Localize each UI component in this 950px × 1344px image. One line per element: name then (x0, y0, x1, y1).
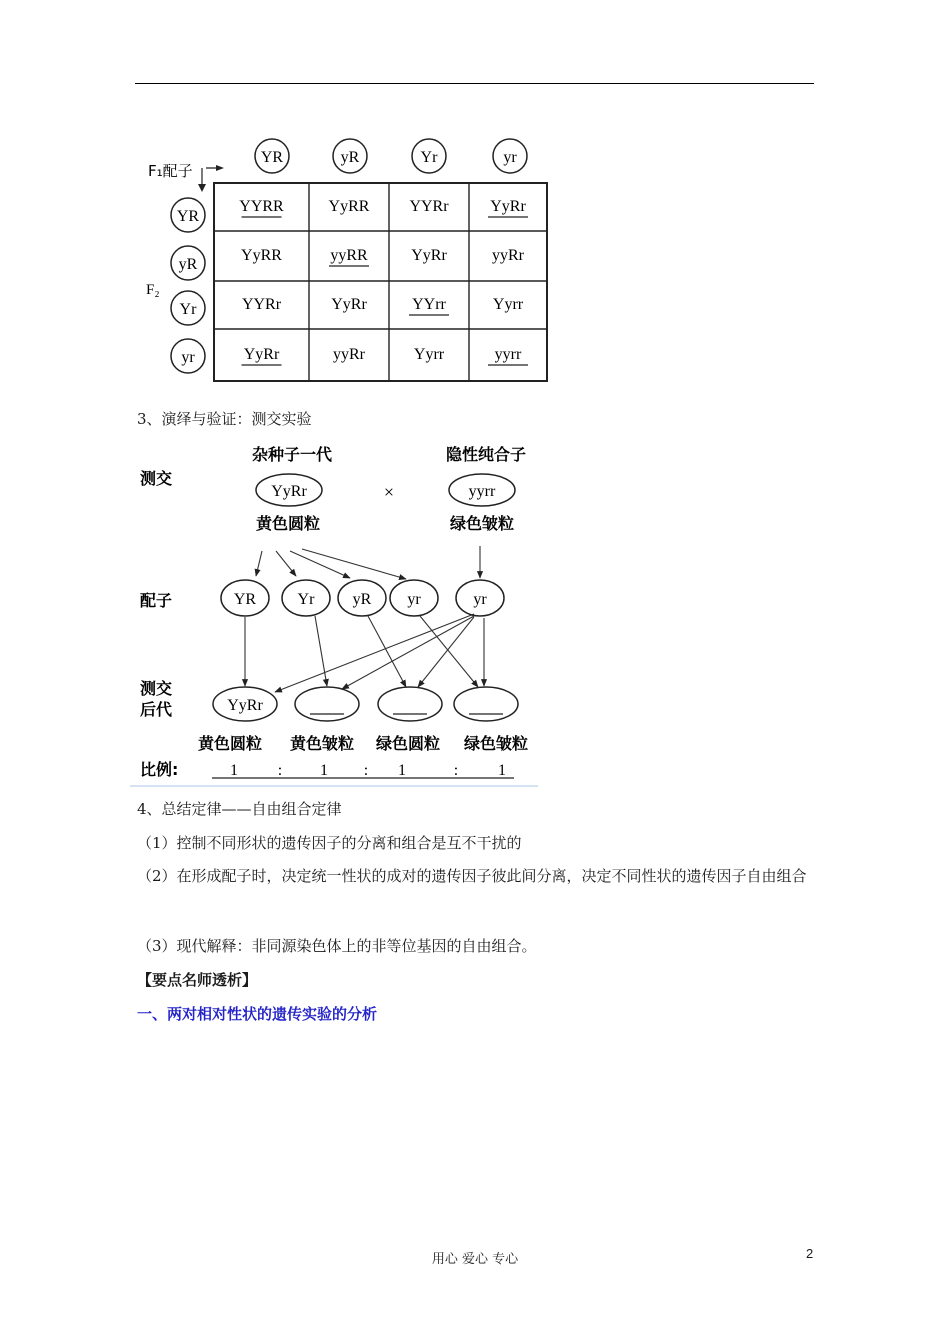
genotype-cell: YyRr (331, 296, 367, 313)
arrow (290, 551, 350, 578)
test-cross-figure (130, 436, 550, 792)
arrow (420, 616, 478, 687)
column-gametes (255, 139, 527, 173)
label-gametes: 配子 (140, 591, 173, 610)
genotype-cell: YYRr (241, 296, 282, 313)
label-ratio: 比例: (140, 760, 179, 779)
offspring-phenotype: 绿色圆粒 (375, 734, 441, 753)
ratio-value: : (453, 762, 459, 779)
arrow (342, 616, 474, 689)
test-cross-arrows (245, 546, 484, 692)
arrow (368, 616, 406, 687)
analysis-subheading: 一、两对相对性状的遗传实验的分析 (137, 1005, 378, 1023)
genotype-cell: YyRR (328, 198, 370, 215)
label-offspring-line2: 后代 (140, 700, 173, 719)
offspring-oval (454, 687, 518, 721)
section-3-heading: 3、演绎与验证：测交实验 (137, 410, 312, 428)
section-4-heading: 4、总结定律——自由组合定律 (137, 800, 342, 818)
genotype-cell: YyRr (243, 346, 280, 363)
f1-arrowhead (198, 184, 206, 192)
parent2-phenotype: 绿色皱粒 (450, 514, 515, 533)
genotype-cell: YYrr (412, 296, 446, 313)
offspring-phenotype: 黄色圆粒 (197, 734, 263, 753)
genotype-cell: Yyrr (492, 296, 524, 313)
recessive-gamete-label: yr (473, 591, 487, 608)
ratio-value: : (363, 762, 369, 779)
gamete-label: yr (407, 591, 421, 608)
row-gamete-label: YR (176, 208, 200, 225)
gamete-label: yR (352, 591, 372, 608)
offspring-oval (378, 687, 442, 721)
label-test-cross: 测交 (140, 469, 173, 488)
ratio-value: 1 (398, 762, 406, 779)
key-points-heading: 【要点名师透析】 (137, 971, 258, 989)
arrow (418, 617, 474, 687)
section-4-point-2: （2）在形成配子时，决定统一性状的成对的遗传因子彼此间分离，决定不同性状的遗传因子自由组合 (137, 867, 807, 885)
test-cross-offspring (213, 687, 518, 721)
row-gamete-label: yr (181, 349, 195, 366)
offspring-oval (295, 687, 359, 721)
genotype-cell: YYRr (409, 198, 449, 215)
section-4-point-1: （1）控制不同形状的遗传因子的分离和组合是互不干扰的 (137, 834, 522, 852)
row-gametes (171, 198, 205, 373)
column-gamete-label: YR (260, 149, 284, 166)
cross-sign: × (383, 482, 395, 502)
genotype-cell: YyRr (411, 247, 447, 264)
parent1-genotype: YyRr (271, 483, 307, 500)
column-gamete-label: yR (340, 149, 360, 166)
genotype-cell: yyRr (333, 346, 365, 363)
row-gamete-label: Yr (179, 301, 197, 318)
page-number: 2 (806, 1246, 814, 1261)
f1-arrowhead-right (216, 165, 224, 171)
f2-label: F₂ (146, 282, 160, 298)
genotype-cell: Yyrr (413, 346, 445, 363)
f1-gamete-label: F₁配子 (148, 162, 193, 180)
gamete-label: Yr (297, 591, 315, 608)
parent1-phenotype: 黄色圆粒 (256, 514, 321, 533)
genotype-cell: YyRR (241, 247, 282, 264)
arrow (256, 551, 262, 576)
offspring-genotype: YyRr (227, 697, 263, 714)
label-offspring-line1: 测交 (140, 679, 173, 698)
parent2-title: 隐性纯合子 (446, 445, 527, 464)
column-gamete-label: yr (503, 149, 517, 166)
row-gamete-label: yR (178, 256, 198, 273)
arrow (275, 614, 474, 692)
header-rule (135, 83, 814, 84)
section-4-point-3: （3）现代解释：非同源染色体上的非等位基因的自由组合。 (137, 937, 537, 955)
genotype-cell: YyRr (490, 198, 526, 215)
ratio-values (230, 762, 506, 779)
ratio-value: 1 (498, 762, 506, 779)
column-gamete-label: Yr (420, 149, 438, 166)
genotype-cell: yyRr (492, 247, 524, 264)
test-cross-gametes (221, 580, 504, 616)
genotype-cell: yyRR (330, 247, 368, 264)
punnett-square-figure (138, 128, 558, 388)
ratio-value: 1 (230, 762, 238, 779)
offspring-phenotype: 绿色皱粒 (463, 734, 529, 753)
parent2-genotype: yyrr (468, 483, 496, 500)
genotype-cell: YYRR (239, 198, 284, 215)
offspring-phenotypes (198, 734, 528, 753)
arrow (276, 551, 296, 576)
genotype-cell: yyrr (494, 346, 522, 363)
ratio-value: 1 (320, 762, 328, 779)
parent1-title: 杂种子一代 (252, 445, 333, 464)
gamete-label: YR (233, 591, 257, 608)
offspring-phenotype: 黄色皱粒 (289, 734, 355, 753)
footer-slogan: 用心 爱心 专心 (431, 1252, 519, 1267)
ratio-value: : (277, 762, 283, 779)
